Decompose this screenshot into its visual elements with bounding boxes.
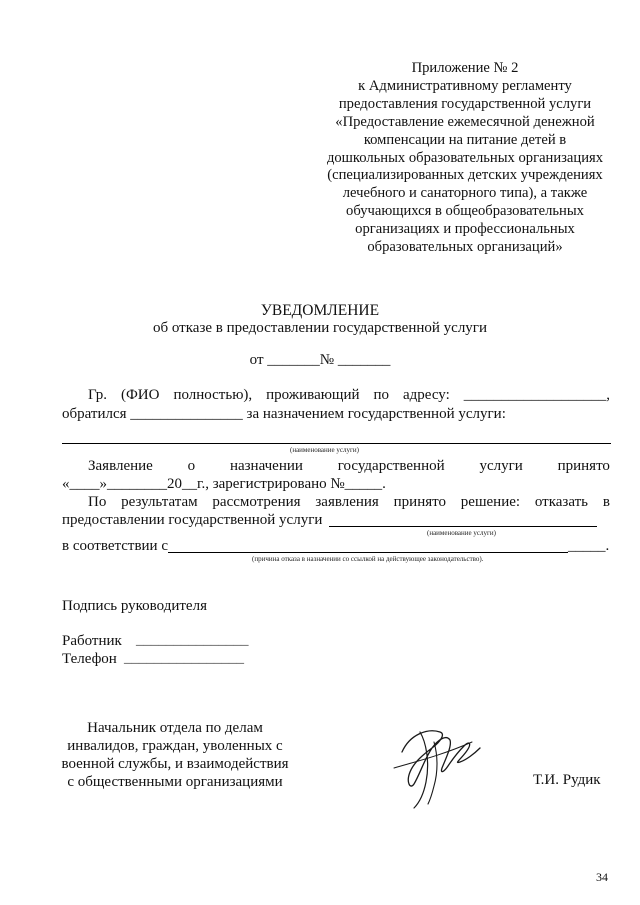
accordance-end: _____.: [568, 538, 610, 554]
appendix-line: (специализированных детских учреждениях: [327, 167, 603, 184]
appendix-line: дошкольных образовательных организациях: [326, 149, 604, 166]
appendix-line: Приложение № 2: [411, 60, 519, 76]
reason-caption: (причина отказа в назначении со ссылкой на действующее законодательство).: [252, 555, 484, 563]
service-name-line: [62, 443, 611, 444]
notice-title: УВЕДОМЛЕНИЕ: [260, 302, 380, 319]
phone-label: Телефон: [62, 651, 117, 667]
service-name-line-2: [329, 526, 597, 527]
citizen-line: Гр. (ФИО полностью), проживающий по адресу: ___________________,: [88, 387, 610, 403]
decision-line-2: предоставлении государственной услуги: [62, 512, 323, 528]
page-number: 34: [596, 870, 608, 884]
applied-line: обратился _______________ за назначением государственной услуги:: [62, 406, 506, 422]
reason-line: [168, 552, 568, 553]
worker-field: _______________: [136, 632, 249, 648]
notice-number-line: от _______№ _______: [249, 352, 391, 368]
service-caption: (наименование услуги): [290, 446, 359, 454]
head-signature-label: Подпись руководителя: [62, 598, 207, 614]
handwritten-signature: [380, 712, 490, 812]
appendix-line: лечебного и санаторного типа), а также: [342, 185, 588, 202]
appendix-line: компенсации на питание детей в: [363, 131, 567, 148]
date-registration-line: «____»________20__г., зарегистрировано №_____.: [62, 476, 386, 492]
official-name: Т.И. Рудик: [533, 772, 601, 788]
application-line: Заявление о назначении государственной услуги принято: [88, 458, 610, 474]
appendix-line: организациях и профессиональных: [355, 221, 575, 238]
accordance-label: в соответствии с: [62, 538, 168, 554]
notice-subtitle: об отказе в предоставлении государственной услуги: [152, 320, 487, 336]
official-title: Начальник отдела по делам инвалидов, граждан, уволенных с военной службы, и взаимодействия с общественными организациями: [61, 720, 289, 790]
decision-line: По результатам рассмотрения заявления принято решение: отказать в: [88, 494, 610, 510]
service-caption-2: (наименование услуги): [427, 529, 496, 537]
appendix-header: [300, 60, 630, 257]
phone-field: ________________: [124, 650, 244, 666]
appendix-line: к Административному регламенту: [358, 77, 572, 94]
appendix-line: «Предоставление ежемесячной денежной: [335, 113, 595, 130]
appendix-line: предоставления государственной услуги: [338, 95, 592, 112]
appendix-line: образовательных организаций»: [367, 239, 563, 256]
worker-label: Работник: [62, 633, 122, 649]
appendix-line: обучающихся в общеобразовательных: [346, 203, 584, 220]
